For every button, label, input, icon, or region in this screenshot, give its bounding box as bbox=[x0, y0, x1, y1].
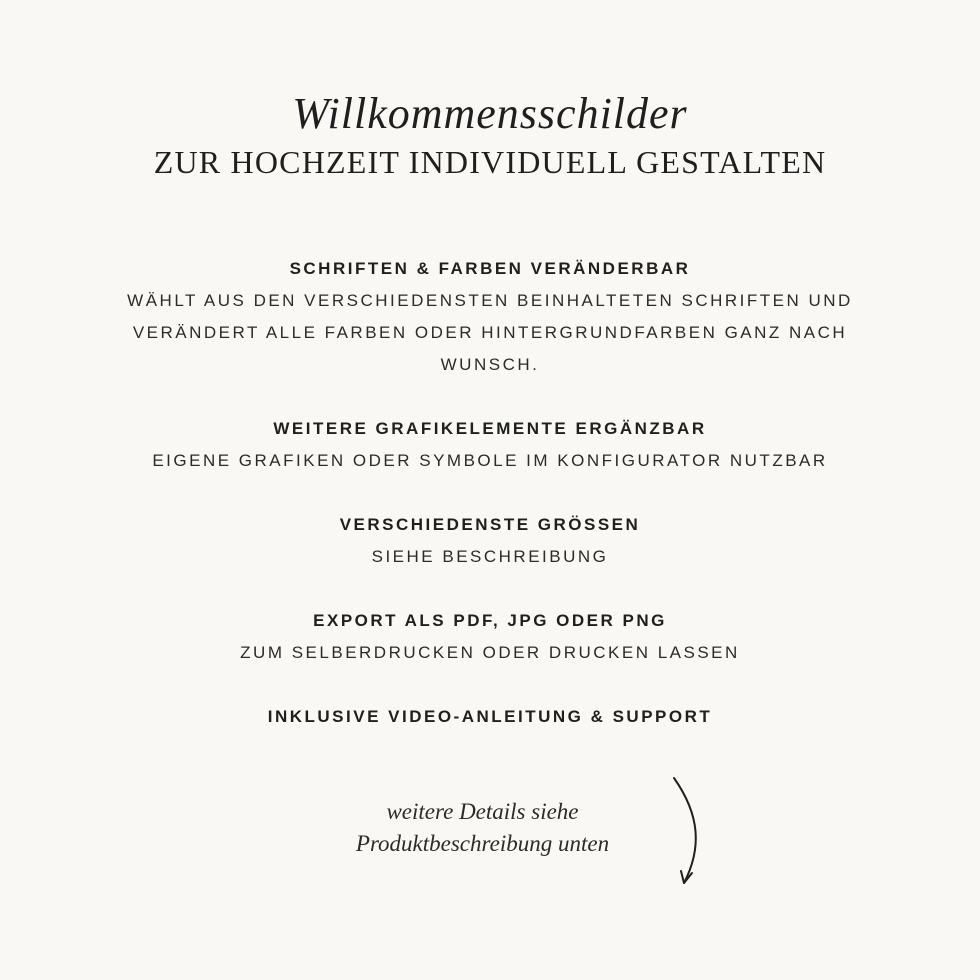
feature-text: EIGENE GRAFIKEN ODER SYMBOLE IM KONFIGURATOR NUTZBAR bbox=[152, 451, 828, 470]
details-note-line-1: weitere Details siehe bbox=[386, 799, 579, 824]
feature-title: EXPORT ALS PDF, JPG ODER PNG bbox=[313, 611, 667, 630]
feature-title: SCHRIFTEN & FARBEN VERÄNDERBAR bbox=[289, 259, 691, 278]
feature-text: WÄHLT AUS DEN VERSCHIEDENSTEN BEINHALTETEN SCHRIFTEN UND VERÄNDERT ALLE FARBEN ODER HINTERGRUNDFARBEN GANZ NACH WUNSCH. bbox=[127, 291, 853, 374]
feature-title: INKLUSIVE VIDEO-ANLEITUNG & SUPPORT bbox=[267, 707, 713, 726]
feature-text: SIEHE BESCHREIBUNG bbox=[371, 547, 609, 566]
feature-item bbox=[90, 509, 890, 573]
feature-text: ZUM SELBERDRUCKEN ODER DRUCKEN LASSEN bbox=[240, 643, 740, 662]
feature-title: VERSCHIEDENSTE GRÖSSEN bbox=[339, 515, 641, 534]
details-note bbox=[290, 796, 675, 860]
feature-title: WEITERE GRAFIKELEMENTE ERGÄNZBAR bbox=[273, 419, 707, 438]
feature-item bbox=[90, 605, 890, 669]
feature-item bbox=[90, 701, 890, 733]
page-subtitle: ZUR HOCHZEIT INDIVIDUELL GESTALTEN bbox=[153, 144, 827, 180]
feature-item bbox=[90, 253, 890, 381]
details-note-line-2: Produktbeschreibung unten bbox=[355, 831, 610, 856]
feature-list bbox=[90, 253, 890, 765]
curved-arrow-down-icon bbox=[660, 770, 710, 895]
page-title: Willkommensschilder bbox=[292, 89, 688, 138]
feature-item bbox=[90, 413, 890, 477]
